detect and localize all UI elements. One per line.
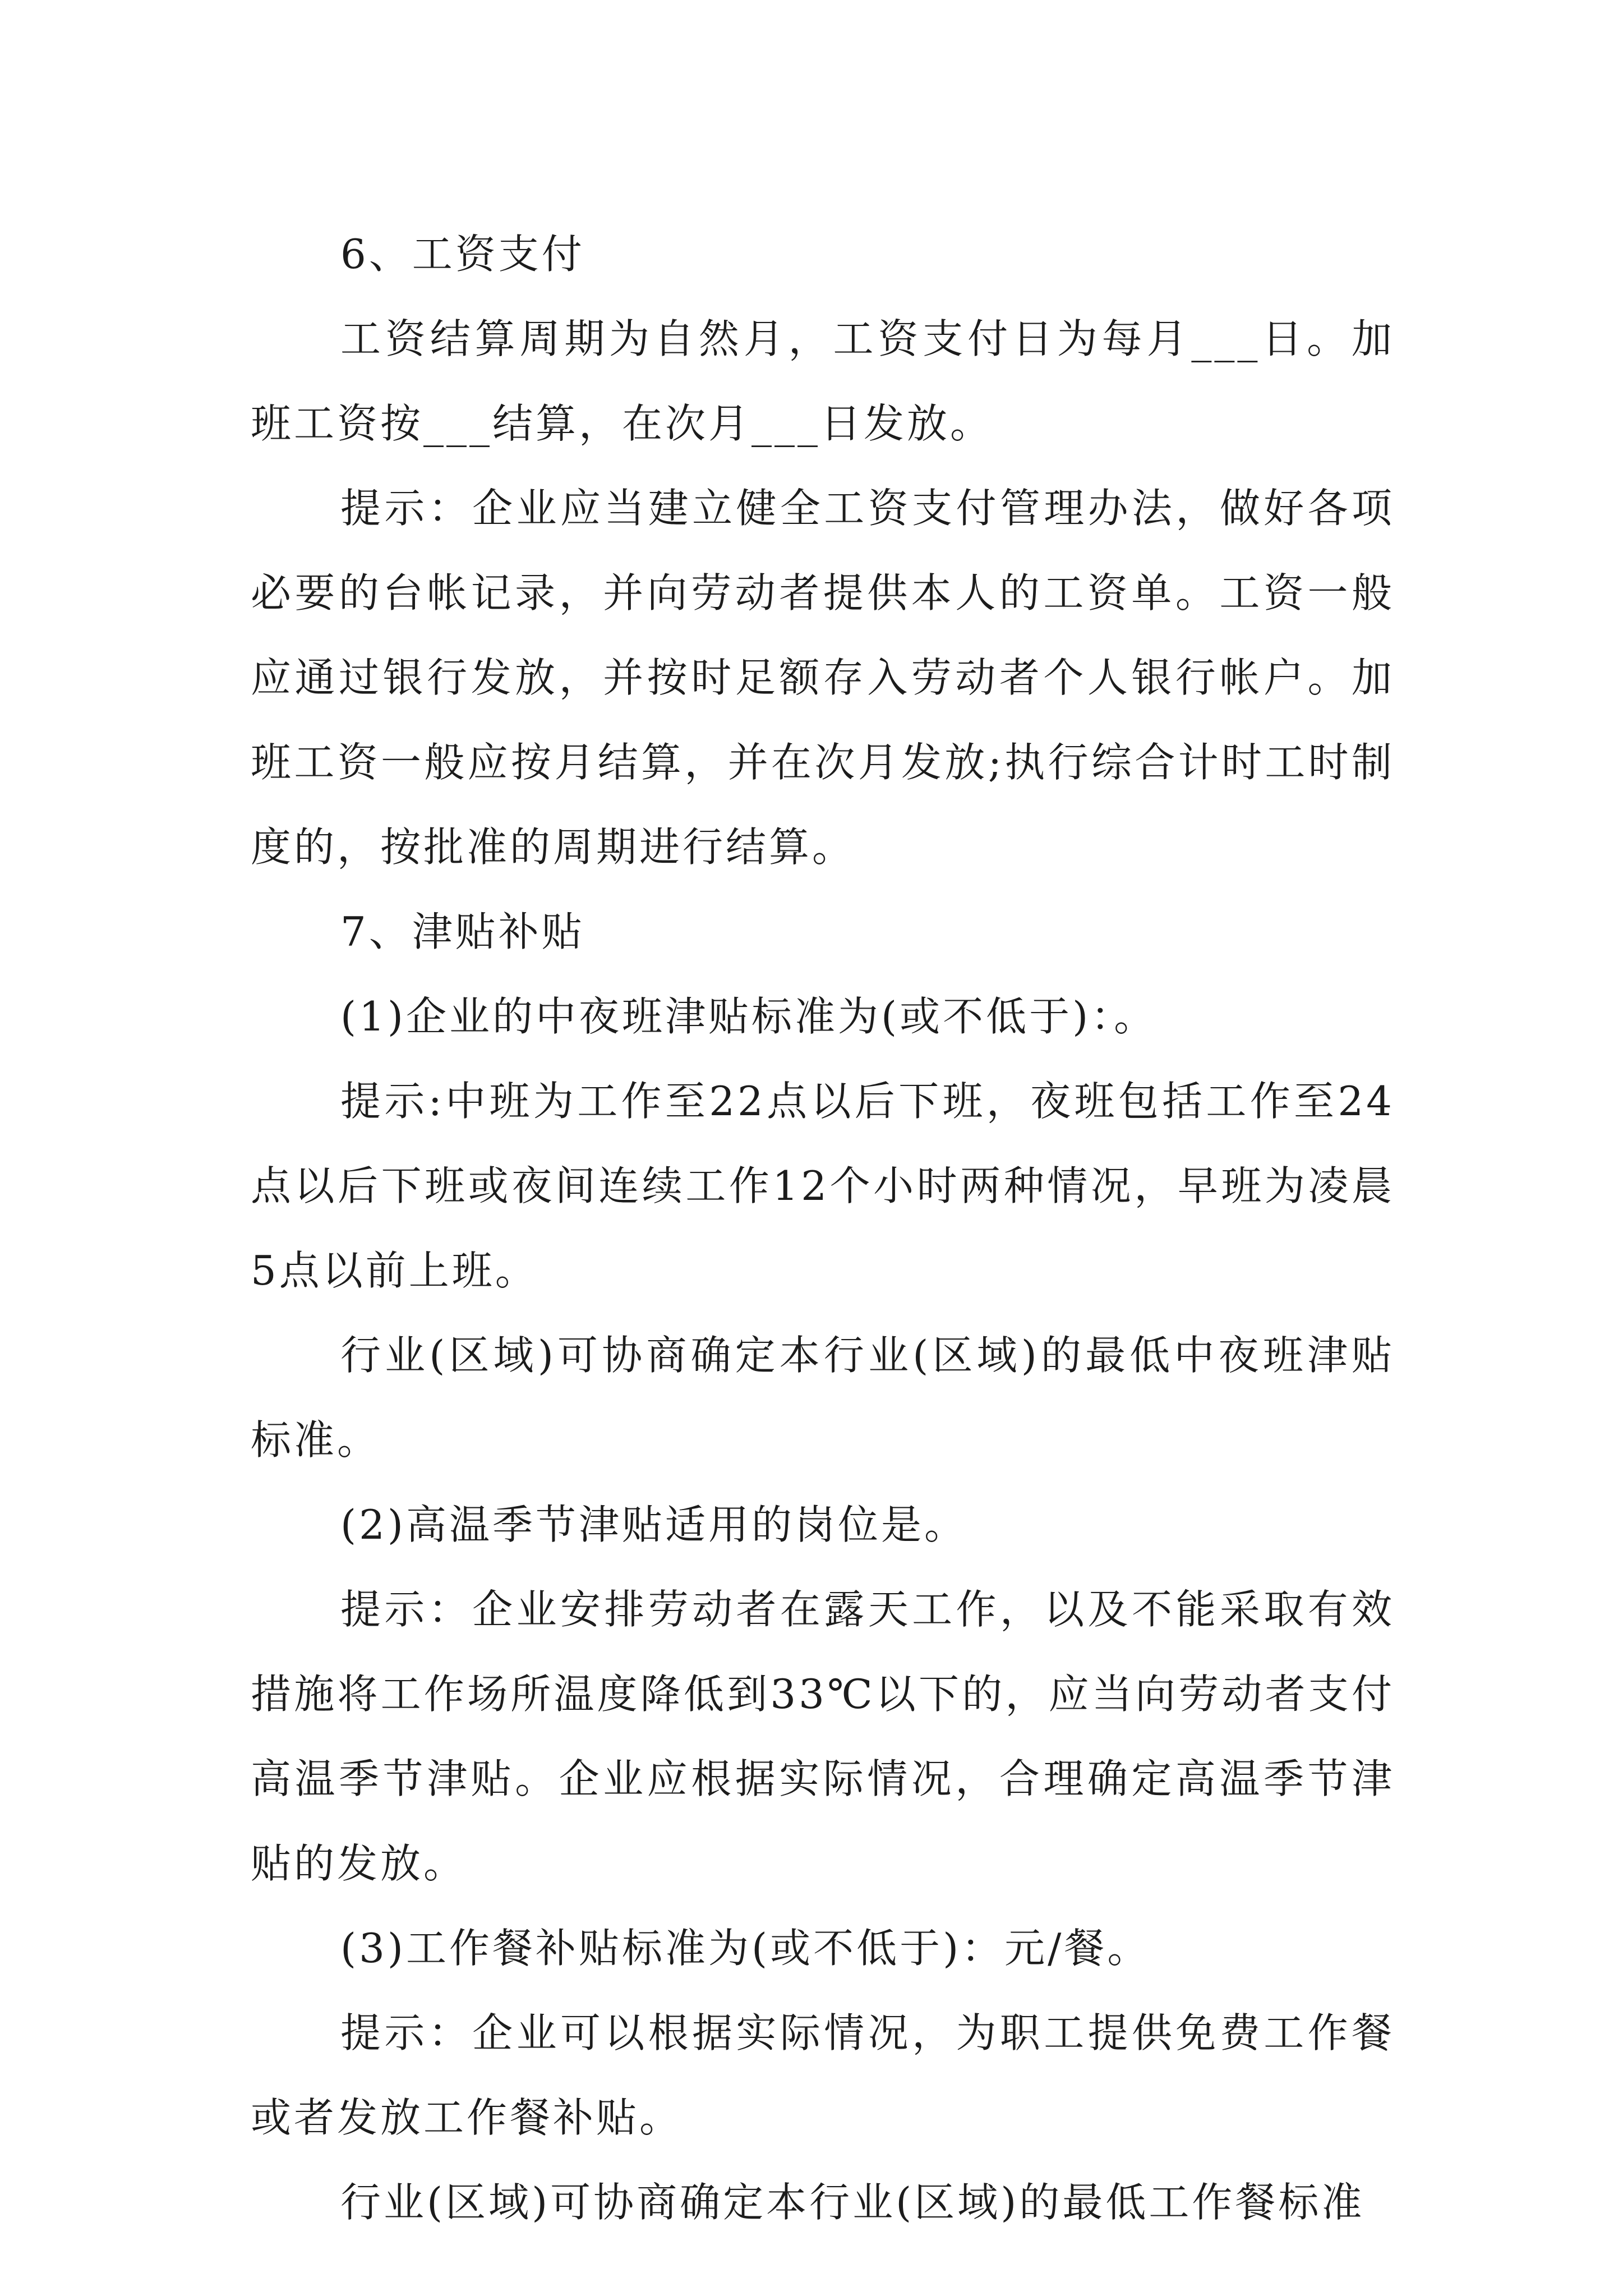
document-body bbox=[251, 212, 1395, 2245]
paragraph-industry-meal-standard: 行业(区域)可协商确定本行业(区域)的最低工作餐标准 bbox=[340, 2179, 1365, 2226]
paragraph-night-shift-allowance: (1)企业的中夜班津贴标准为(或不低于)：。 bbox=[340, 993, 1158, 1040]
paragraph-industry-night-shift: 行业(区域)可协商确定本行业(区域)的最低中夜班津贴标准。 bbox=[251, 1332, 1395, 1464]
paragraph-wage-tip: 提示：企业应当建立健全工资支付管理办法，做好各项必要的台帐记录，并向劳动者提供本人的工资单。工资一般应通过银行发放，并按时足额存入劳动者个人银行帐户。加班工资一般应按月结算，并在次月发放;执行综合计时工时制度的，按批准的周期进行结算。 bbox=[251, 485, 1395, 871]
paragraph-meal-allowance: (3)工作餐补贴标准为(或不低于)：元/餐。 bbox=[340, 1925, 1151, 1972]
paragraph-high-temperature-allowance: (2)高温季节津贴适用的岗位是。 bbox=[340, 1501, 967, 1548]
paragraph-meal-tip: 提示：企业可以根据实际情况，为职工提供免费工作餐或者发放工作餐补贴。 bbox=[251, 2009, 1395, 2141]
paragraph-wage-settlement: 工资结算周期为自然月，工资支付日为每月___日。加班工资按___结算，在次月___日发放。 bbox=[251, 315, 1395, 447]
paragraph-high-temperature-tip: 提示：企业安排劳动者在露天工作，以及不能采取有效措施将工作场所温度降低到33℃以下的，应当向劳动者支付高温季节津贴。企业应根据实际情况，合理确定高温季节津贴的发放。 bbox=[251, 1586, 1395, 1887]
section-heading-wage-payment: 6、工资支付 bbox=[340, 231, 585, 278]
paragraph-shift-tip: 提示:中班为工作至22点以后下班，夜班包括工作至24点以后下班或夜间连续工作12个小时两种情况，早班为凌晨5点以前上班。 bbox=[251, 1078, 1395, 1294]
section-heading-allowances: 7、津贴补贴 bbox=[340, 908, 585, 955]
